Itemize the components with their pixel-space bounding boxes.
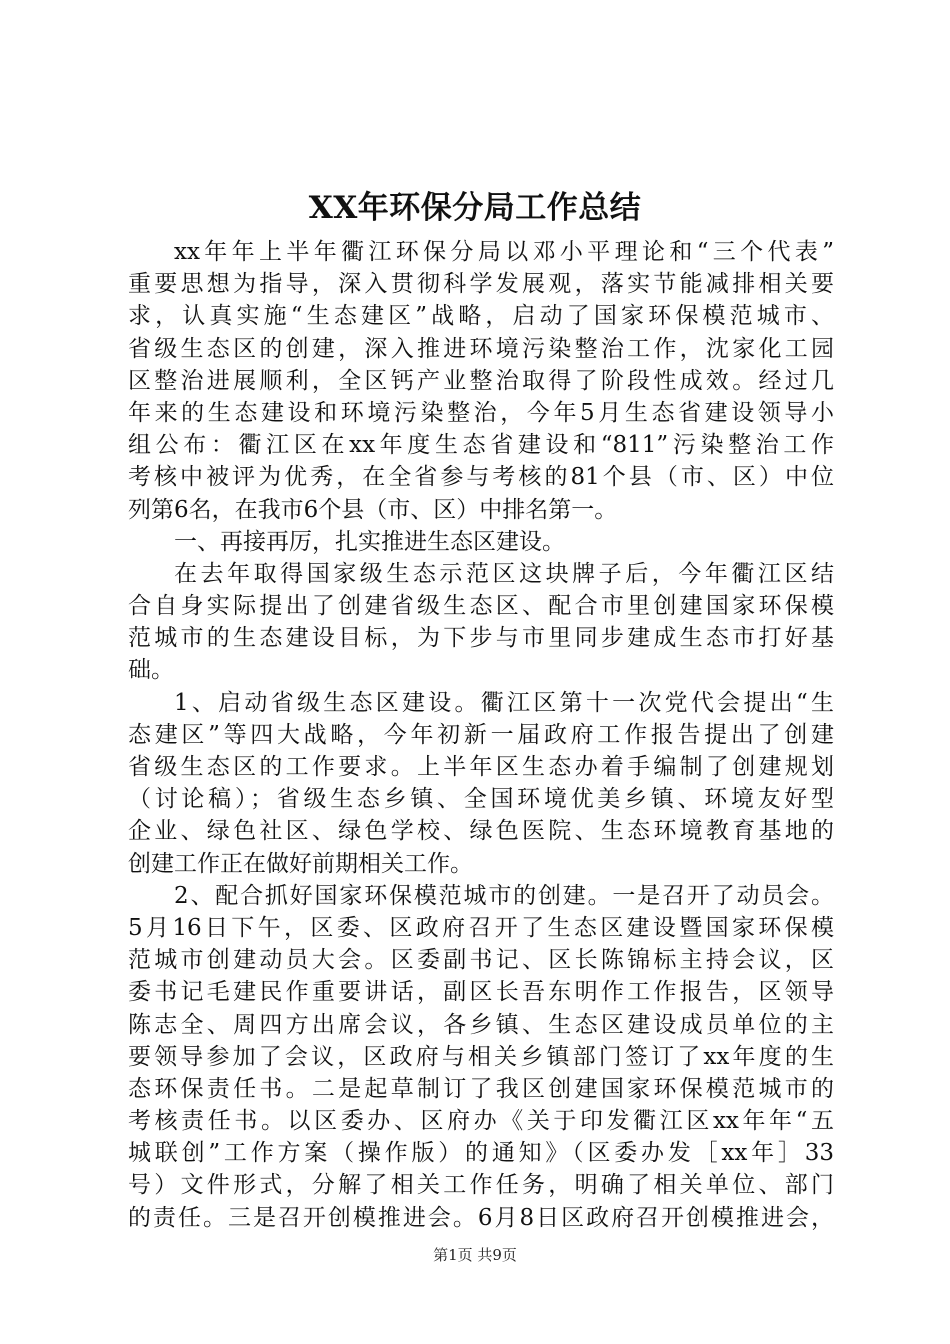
text-line: 1、启动省级生态区建设。衢江区第十一次党代会提出“生 bbox=[174, 689, 834, 716]
text-line: 范城市创建动员大会。区委副书记、区长陈锦标主持会议，区 bbox=[128, 947, 834, 974]
text-line: 创建工作正在做好前期相关工作。 bbox=[128, 850, 473, 877]
text-line: 要领导参加了会议，区政府与相关乡镇部门签订了xx年度的生 bbox=[128, 1043, 834, 1070]
text-line: 合自身实际提出了创建省级生态区、配合市里创建国家环保模 bbox=[128, 593, 834, 620]
text-line: 城联创”工作方案（操作版）的通知》（区委办发［xx年］33 bbox=[128, 1140, 834, 1167]
text-line: 列第6名，在我市6个县（市、区）中排名第一。 bbox=[128, 496, 618, 523]
text-line: 础。 bbox=[128, 657, 174, 684]
text-line: xx年年上半年衢江环保分局以邓小平理论和“三个代表” bbox=[174, 239, 834, 265]
page-number-footer: 第1页 共9页 bbox=[433, 1246, 517, 1264]
text-line: 企业、绿色社区、绿色学校、绿色医院、生态环境教育基地的 bbox=[128, 818, 834, 845]
text-line: 组公布：衢江区在xx年度生态省建设和“811”污染整治工作 bbox=[128, 432, 834, 459]
text-line: 省级生态区的工作要求。上半年区生态办着手编制了创建规划 bbox=[128, 754, 834, 780]
document-title: XX年环保分局工作总结 bbox=[308, 190, 642, 226]
text-line: 求，认真实施“生态建区”战略，启动了国家环保模范城市、 bbox=[128, 303, 834, 330]
text-line: 考核中被评为优秀，在全省参与考核的81个县（市、区）中位 bbox=[128, 464, 834, 491]
text-line: 态环保责任书。二是起草制订了我区创建国家环保模范城市的 bbox=[128, 1075, 834, 1102]
text-line: 的责任。三是召开创模推进会。6月8日区政府召开创模推进会， bbox=[128, 1204, 834, 1231]
text-line: 范城市的生态建设目标，为下步与市里同步建成生态市打好基 bbox=[128, 625, 834, 652]
section-heading: 一、再接再厉，扎实推进生态区建设。 bbox=[174, 528, 565, 555]
text-line: 陈志全、周四方出席会议，各乡镇、生态区建设成员单位的主 bbox=[128, 1011, 834, 1038]
document-body bbox=[128, 236, 834, 1234]
text-line: 区整治进展顺利，全区钙产业整治取得了阶段性成效。经过几 bbox=[128, 367, 834, 394]
text-line: 委书记毛建民作重要讲话，副区长吾东明作工作报告，区领导 bbox=[128, 979, 834, 1006]
text-line: 2、配合抓好国家环保模范城市的创建。一是召开了动员会。 bbox=[174, 882, 834, 909]
text-line: （讨论稿）；省级生态乡镇、全国环境优美乡镇、环境友好型 bbox=[128, 786, 834, 813]
text-line: 年来的生态建设和环境污染整治，今年5月生态省建设领导小 bbox=[128, 399, 834, 426]
text-line: 省级生态区的创建，深入推进环境污染整治工作，沈家化工园 bbox=[128, 335, 834, 362]
text-line: 号）文件形式，分解了相关工作任务，明确了相关单位、部门 bbox=[128, 1172, 834, 1199]
text-line: 考核责任书。以区委办、区府办《关于印发衢江区xx年年“五 bbox=[128, 1108, 834, 1135]
text-line: 重要思想为指导，深入贯彻科学发展观，落实节能减排相关要 bbox=[128, 271, 834, 298]
text-line: 5月16日下午，区委、区政府召开了生态区建设暨国家环保模 bbox=[128, 914, 834, 941]
text-line: 态建区”等四大战略，今年初新一届政府工作报告提出了创建 bbox=[128, 721, 834, 748]
text-line: 在去年取得国家级生态示范区这块牌子后，今年衢江区结 bbox=[174, 560, 834, 587]
